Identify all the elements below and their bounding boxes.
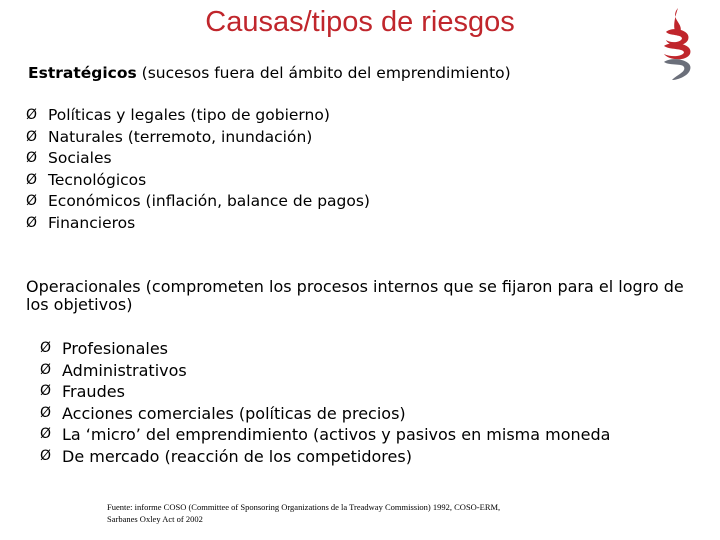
list-item: Ø De mercado (reacción de los competidores) (40, 446, 412, 466)
estrategicos-heading (28, 64, 511, 82)
arrow-bullet-icon: Ø (26, 214, 38, 231)
list-item: Ø Tecnológicos (26, 170, 370, 192)
operacionales-title: Operacionales (26, 277, 141, 296)
arrow-bullet-icon: Ø (40, 404, 52, 421)
slide-title: Causas/tipos de riesgos (205, 6, 515, 38)
list-item: Ø Financieros (26, 213, 370, 235)
estrategicos-description: (sucesos fuera del ámbito del emprendimiento) (136, 64, 511, 82)
footnote-line: Sarbanes Oxley Act of 2002 (107, 514, 203, 524)
estrategicos-title: Estratégicos (28, 64, 137, 82)
list-item: Ø Administrativos (40, 360, 187, 380)
list-item: Ø Profesionales (40, 339, 168, 358)
source-footnote (107, 501, 627, 525)
list-item: Ø Fraudes (40, 382, 125, 402)
arrow-bullet-icon: Ø (26, 193, 38, 210)
list-item: Ø Políticas y legales (tipo de gobierno) (26, 105, 370, 127)
arrow-bullet-icon: Ø (40, 426, 52, 443)
arrow-bullet-icon: Ø (26, 171, 38, 188)
list-item: Ø Económicos (inflación, balance de pagos) (26, 191, 370, 213)
arrow-bullet-icon: Ø (26, 150, 38, 167)
operacionales-description: (comprometen los procesos internos que se fijaron para el logro de los objetivos) (26, 277, 684, 314)
arrow-bullet-icon: Ø (40, 361, 52, 378)
arrow-bullet-icon: Ø (26, 128, 38, 145)
estrategicos-list (26, 105, 370, 235)
list-item: Ø Acciones comerciales (políticas de precios) (40, 403, 406, 423)
arrow-bullet-icon: Ø (40, 447, 52, 464)
footnote-line: Fuente: informe COSO (Committee of Sponsoring Organizations de la Treadway Commission) 1992, COSO-ERM, (107, 502, 501, 512)
list-item: Ø La ‘micro’ del emprendimiento (activos y pasivos en misma moneda (40, 425, 611, 445)
operacionales-heading (26, 278, 696, 314)
list-item: Ø Sociales (26, 148, 370, 170)
arrow-bullet-icon: Ø (40, 383, 52, 400)
flame-logo-icon (658, 6, 698, 82)
arrow-bullet-icon: Ø (26, 107, 38, 123)
operacionales-list (40, 338, 610, 468)
list-item: Ø Naturales (terremoto, inundación) (26, 127, 370, 149)
arrow-bullet-icon: Ø (40, 340, 52, 356)
